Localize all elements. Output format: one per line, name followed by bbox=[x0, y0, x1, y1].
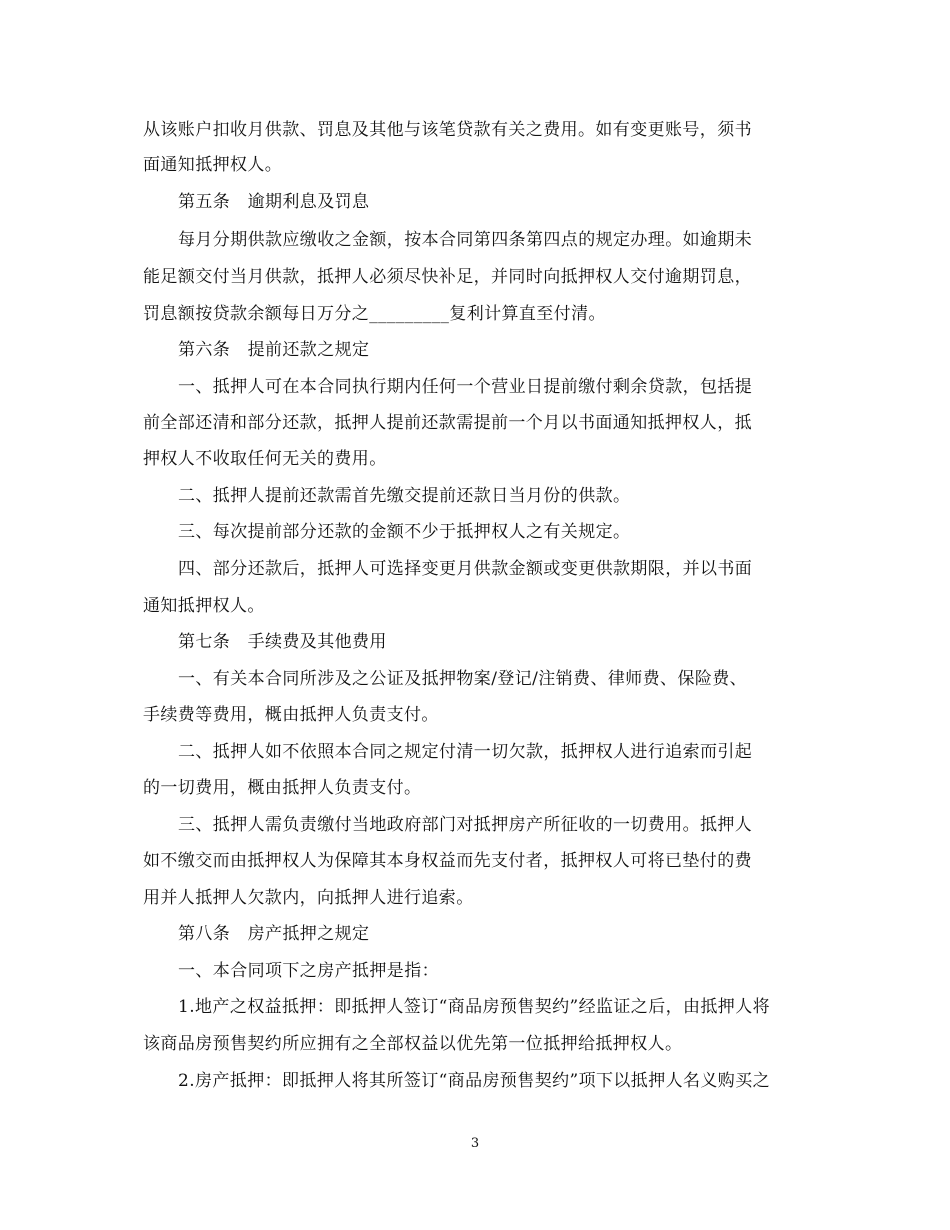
text-line: 的一切费用，概由抵押人负责支付。 bbox=[143, 778, 422, 798]
text-line: 通知抵押权人。 bbox=[143, 596, 265, 616]
text-line: 前全部还清和部分还款，抵押人提前还款需提前一个月以书面通知抵押权人，抵 bbox=[143, 413, 752, 433]
text-line: 用并人抵押人欠款内，向抵押人进行追索。 bbox=[143, 888, 474, 908]
text-line: 1.地产之权益抵押：即抵押人签订“商品房预售契约”经监证之后，由抵押人将 bbox=[178, 997, 770, 1017]
text-line: 二、抵押人如不依照本合同之规定付清一切欠款，抵押权人进行追索而引起 bbox=[178, 742, 753, 762]
text-line: 四、部分还款后，抵押人可选择变更月供款金额或变更供款期限，并以书面 bbox=[178, 559, 753, 579]
text-line: 三、抵押人需负责缴付当地政府部门对抵押房产所征收的一切费用。抵押人 bbox=[178, 815, 753, 835]
text-line: 三、每次提前部分还款的金额不少于抵押权人之有关规定。 bbox=[178, 522, 631, 542]
text-line: 一、抵押人可在本合同执行期内任何一个营业日提前缴付剩余贷款，包括提 bbox=[178, 377, 753, 397]
section-heading: 第六条 提前还款之规定 bbox=[178, 340, 370, 360]
text-line: 如不缴交而由抵押权人为保障其本身权益而先支付者，抵押权人可将已垫付的费 bbox=[143, 851, 752, 871]
text-line: 一、本合同项下之房产抵押是指： bbox=[178, 961, 439, 981]
text-line: 每月分期供款应缴收之金额，按本合同第四条第四点的规定办理。如逾期未 bbox=[178, 230, 753, 250]
text-line: 该商品房预售契约所应拥有之全部权益以优先第一位抵押给抵押权人。 bbox=[143, 1034, 683, 1054]
section-heading: 第八条 房产抵押之规定 bbox=[178, 924, 370, 944]
text-line: 从该账户扣收月供款、罚息及其他与该笔贷款有关之费用。如有变更账号，须书 bbox=[143, 120, 752, 140]
text-line: 能足额交付当月供款，抵押人必须尽快补足，并同时向抵押权人交付逾期罚息， bbox=[143, 267, 752, 287]
text-line: 押权人不收取任何无关的费用。 bbox=[143, 449, 387, 469]
text-line: 一、有关本合同所涉及之公证及抵押物案/登记/注销费、律师费、保险费、 bbox=[178, 669, 748, 689]
text-line: 面通知抵押权人。 bbox=[143, 155, 283, 175]
text-line: 手续费等费用，概由抵押人负责支付。 bbox=[143, 705, 439, 725]
text-line: 罚息额按贷款余额每日万分之_________复利计算直至付清。 bbox=[143, 304, 606, 324]
page-number: 3 bbox=[470, 1136, 480, 1151]
text-line: 2.房产抵押：即抵押人将其所签订“商品房预售契约”项下以抵押人名义购买之 bbox=[178, 1071, 770, 1091]
section-heading: 第七条 手续费及其他费用 bbox=[178, 632, 387, 652]
text-line: 二、抵押人提前还款需首先缴交提前还款日当月份的供款。 bbox=[178, 486, 631, 506]
section-heading: 第五条 逾期利息及罚息 bbox=[178, 192, 370, 212]
